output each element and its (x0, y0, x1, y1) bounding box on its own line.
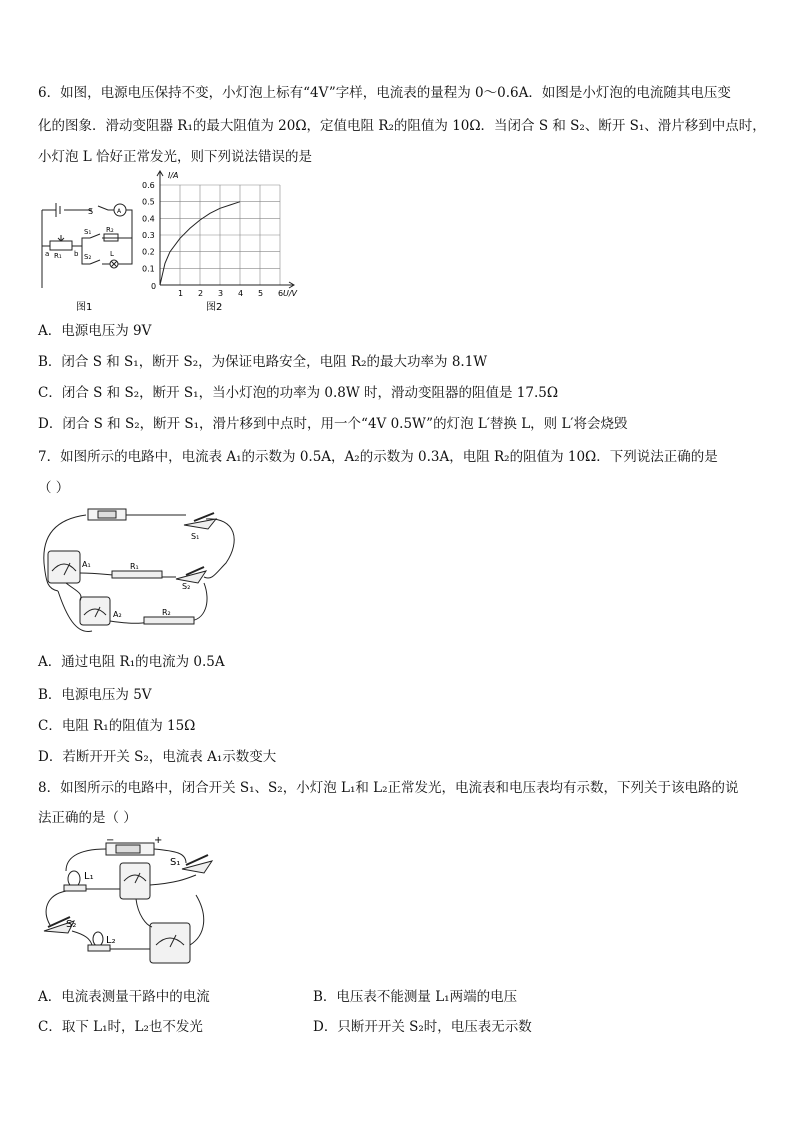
fig1-label-s: S (88, 207, 94, 216)
q7-option-b: B．电源电压为 5V (38, 687, 152, 703)
chart-axes (157, 171, 294, 288)
chart-ticks (142, 181, 283, 298)
q6-stem-line2: 化的图象．滑动变阻器 R₁的最大阻值为 20Ω，定值电阻 R₂的阻值为 10Ω．当闭合 S 和 S₂、断开 S₁、滑片移到中点时， (38, 118, 766, 134)
q7-label-a1: A₁ (82, 560, 91, 569)
fig1-label-r2: R₂ (106, 226, 114, 234)
q8-label-s2: S₂ (66, 919, 77, 930)
chart-x-tick-label: 3 (218, 289, 224, 298)
q8-option-a: A．电流表测量干路中的电流 (38, 989, 210, 1005)
chart-xlabel: U/V (283, 289, 298, 298)
q6-stem-line3: 小灯泡 L 恰好正常发光，则下列说法错误的是 (38, 149, 313, 165)
q8-option-d: D．只断开开关 S₂时，电压表无示数 (313, 1019, 532, 1035)
fig1-label-s1: S₁ (84, 228, 92, 236)
fig1-label-s2: S₂ (84, 253, 92, 261)
q7-label-s1: S₁ (191, 532, 200, 541)
q8-option-b: B．电压表不能测量 L₁两端的电压 (313, 989, 518, 1005)
q7-label-a2: A₂ (113, 610, 122, 619)
fig1-label-a-terminal: a (45, 250, 50, 258)
q8-label-l1: L₁ (84, 871, 94, 882)
q7-option-d: D．若断开开关 S₂，电流表 A₁示数变大 (38, 749, 277, 765)
q8-stem-line2: 法正确的是（ ） (38, 810, 137, 826)
chart-y-tick-label: 0.1 (142, 264, 155, 274)
chart-origin-label: 0 (151, 282, 157, 291)
q6-option-a: A．电源电压为 9V (38, 323, 152, 339)
q7-stem-line1: 7．如图所示的电路中，电流表 A₁的示数为 0.5A，A₂的示数为 0.3A，电阻 R₂的阻值为 10Ω．下列说法正确的是 (38, 449, 718, 465)
chart-x-tick-label: 5 (258, 289, 264, 298)
fig2-caption: 图2 (206, 302, 223, 313)
fig1-label-l: L (110, 250, 114, 258)
q7-label-r1: R₁ (130, 562, 139, 571)
fig1-label-b-terminal: b (74, 250, 79, 258)
q7-option-a: A．通过电阻 R₁的电流为 0.5A (38, 654, 225, 670)
q8-label-l2: L₂ (106, 935, 116, 946)
chart-x-tick-label: 4 (238, 289, 244, 298)
q7-option-c: C．电阻 R₁的阻值为 15Ω (38, 718, 196, 734)
fig1-label-a: A (117, 208, 122, 215)
chart-y-tick-label: 0.2 (142, 247, 155, 257)
q8-label-s1: S₁ (170, 857, 181, 868)
q6-figure2-chart (140, 168, 310, 320)
chart-y-tick-label: 0.4 (142, 214, 155, 224)
chart-y-tick-label: 0.5 (142, 197, 155, 207)
chart-y-tick-label: 0.6 (142, 181, 155, 190)
chart-x-tick-label: 6 (278, 289, 284, 298)
q7-stem-line2: （ ） (38, 480, 70, 496)
q8-option-c: C．取下 L₁时，L₂也不发光 (38, 1019, 203, 1035)
q8-label-plus: + (154, 835, 163, 846)
q6-stem-line1: 6．如图，电源电压保持不变，小灯泡上标有“4V”字样，电流表的量程为 0～0.6A．如图是小灯泡的电流随其电压变 (38, 85, 731, 101)
q7-label-s2: S₂ (182, 582, 191, 591)
q8-stem-line1: 8．如图所示的电路中，闭合开关 S₁、S₂，小灯泡 L₁和 L₂正常发光，电流表和电压表均有示数，下列关于该电路的说 (38, 780, 739, 796)
q6-figure1-circuit (36, 190, 136, 320)
q8-figure-circuit (36, 835, 216, 975)
q7-label-r2: R₂ (162, 608, 171, 617)
chart-ylabel: I/A (168, 171, 179, 180)
chart-x-tick-label: 1 (178, 289, 184, 298)
q8-label-minus: − (106, 835, 115, 846)
chart-grid (160, 185, 280, 285)
chart-x-tick-label: 2 (198, 289, 204, 298)
q6-option-d: D．闭合 S 和 S₂，断开 S₁，滑片移到中点时，用一个“4V 0.5W”的灯泡 L′替换 L，则 L′将会烧毁 (38, 416, 628, 432)
q6-option-b: B．闭合 S 和 S₁，断开 S₂，为保证电路安全，电阻 R₂的最大功率为 8.1W (38, 354, 488, 370)
fig1-caption: 图1 (76, 302, 93, 313)
fig1-label-r1: R₁ (54, 252, 62, 260)
chart-y-tick-label: 0.3 (142, 231, 155, 240)
q7-figure-circuit (36, 505, 241, 645)
q6-option-c: C．闭合 S 和 S₂，断开 S₁，当小灯泡的功率为 0.8W 时，滑动变阻器的阻值是 17.5Ω (38, 385, 559, 401)
